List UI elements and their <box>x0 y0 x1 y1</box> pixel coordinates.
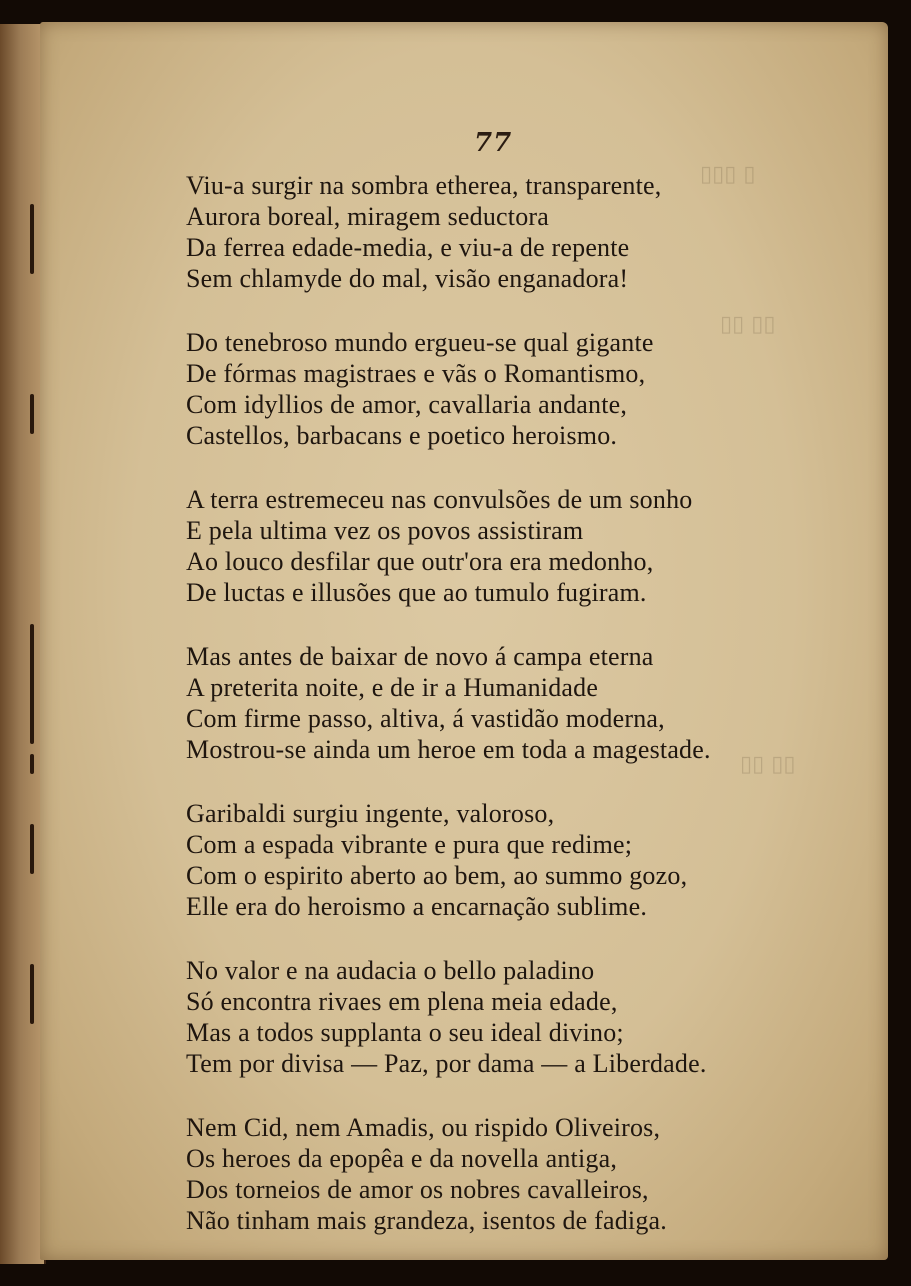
stanza-4 <box>186 641 826 765</box>
verse-line: Só encontra rivaes em plena meia edade, <box>186 987 618 1016</box>
stanza-7 <box>186 1112 826 1236</box>
stanza-1 <box>186 170 826 294</box>
verse-line: Ao louco desfilar que outr'ora era medonho, <box>186 547 654 576</box>
page-number: 77 <box>474 128 513 158</box>
verse-line: Mostrou-se ainda um heroe em toda a magestade. <box>186 735 711 764</box>
verse-line: Aurora boreal, miragem seductora <box>186 202 550 231</box>
verse-line: Dos torneios de amor os nobres cavalleiros, <box>186 1175 649 1204</box>
verse-line: Garibaldi surgiu ingente, valoroso, <box>186 799 555 828</box>
verse-line: Os heroes da epopêa e da novella antiga, <box>186 1144 618 1173</box>
verse-line: Mas antes de baixar de novo á campa eterna <box>186 642 654 671</box>
poem <box>186 170 826 1269</box>
binding-marks <box>30 64 36 1244</box>
verse-line: Nem Cid, nem Amadis, ou rispido Oliveiros, <box>186 1113 661 1142</box>
stanza-3 <box>186 484 826 608</box>
verse-line: A terra estremeceu nas convulsões de um sonho <box>186 485 693 514</box>
verse-line: Sem chlamyde do mal, visão enganadora! <box>186 264 629 293</box>
verse-line: Elle era do heroismo a encarnação sublime. <box>186 892 648 921</box>
stanza-6 <box>186 955 826 1079</box>
verse-line: Com o espirito aberto ao bem, ao summo gozo, <box>186 861 688 890</box>
verse-line: Viu-a surgir na sombra etherea, transparente, <box>186 171 662 200</box>
show-through-texture: ▯▯▯ ▯ <box>700 162 756 187</box>
verse-line: Castellos, barbacans e poetico heroismo. <box>186 421 618 450</box>
show-through-texture: ▯▯ ▯▯ <box>720 312 776 337</box>
verse-line: Da ferrea edade-media, e viu-a de repente <box>186 233 630 262</box>
verse-line: De fórmas magistraes e vãs o Romantismo, <box>186 359 646 388</box>
verse-line: De luctas e illusões que ao tumulo fugiram. <box>186 578 647 607</box>
verse-line: No valor e na audacia o bello paladino <box>186 956 595 985</box>
verse-line: A preterita noite, e de ir a Humanidade <box>186 673 599 702</box>
verse-line: Mas a todos supplanta o seu ideal divino; <box>186 1018 624 1047</box>
verse-line: E pela ultima vez os povos assistiram <box>186 516 584 545</box>
verse-line: Não tinham mais grandeza, isentos de fadiga. <box>186 1206 667 1235</box>
verse-line: Com firme passo, altiva, á vastidão moderna, <box>186 704 665 733</box>
verse-line: Tem por divisa — Paz, por dama — a Liberdade. <box>186 1049 707 1078</box>
book-page <box>40 22 888 1260</box>
verse-line: Com idyllios de amor, cavallaria andante, <box>186 390 628 419</box>
verse-line: Com a espada vibrante e pura que redime; <box>186 830 633 859</box>
stanza-2 <box>186 327 826 451</box>
stanza-5 <box>186 798 826 922</box>
verse-line: Do tenebroso mundo ergueu-se qual gigante <box>186 328 654 357</box>
show-through-texture: ▯▯ ▯▯ <box>740 752 796 777</box>
